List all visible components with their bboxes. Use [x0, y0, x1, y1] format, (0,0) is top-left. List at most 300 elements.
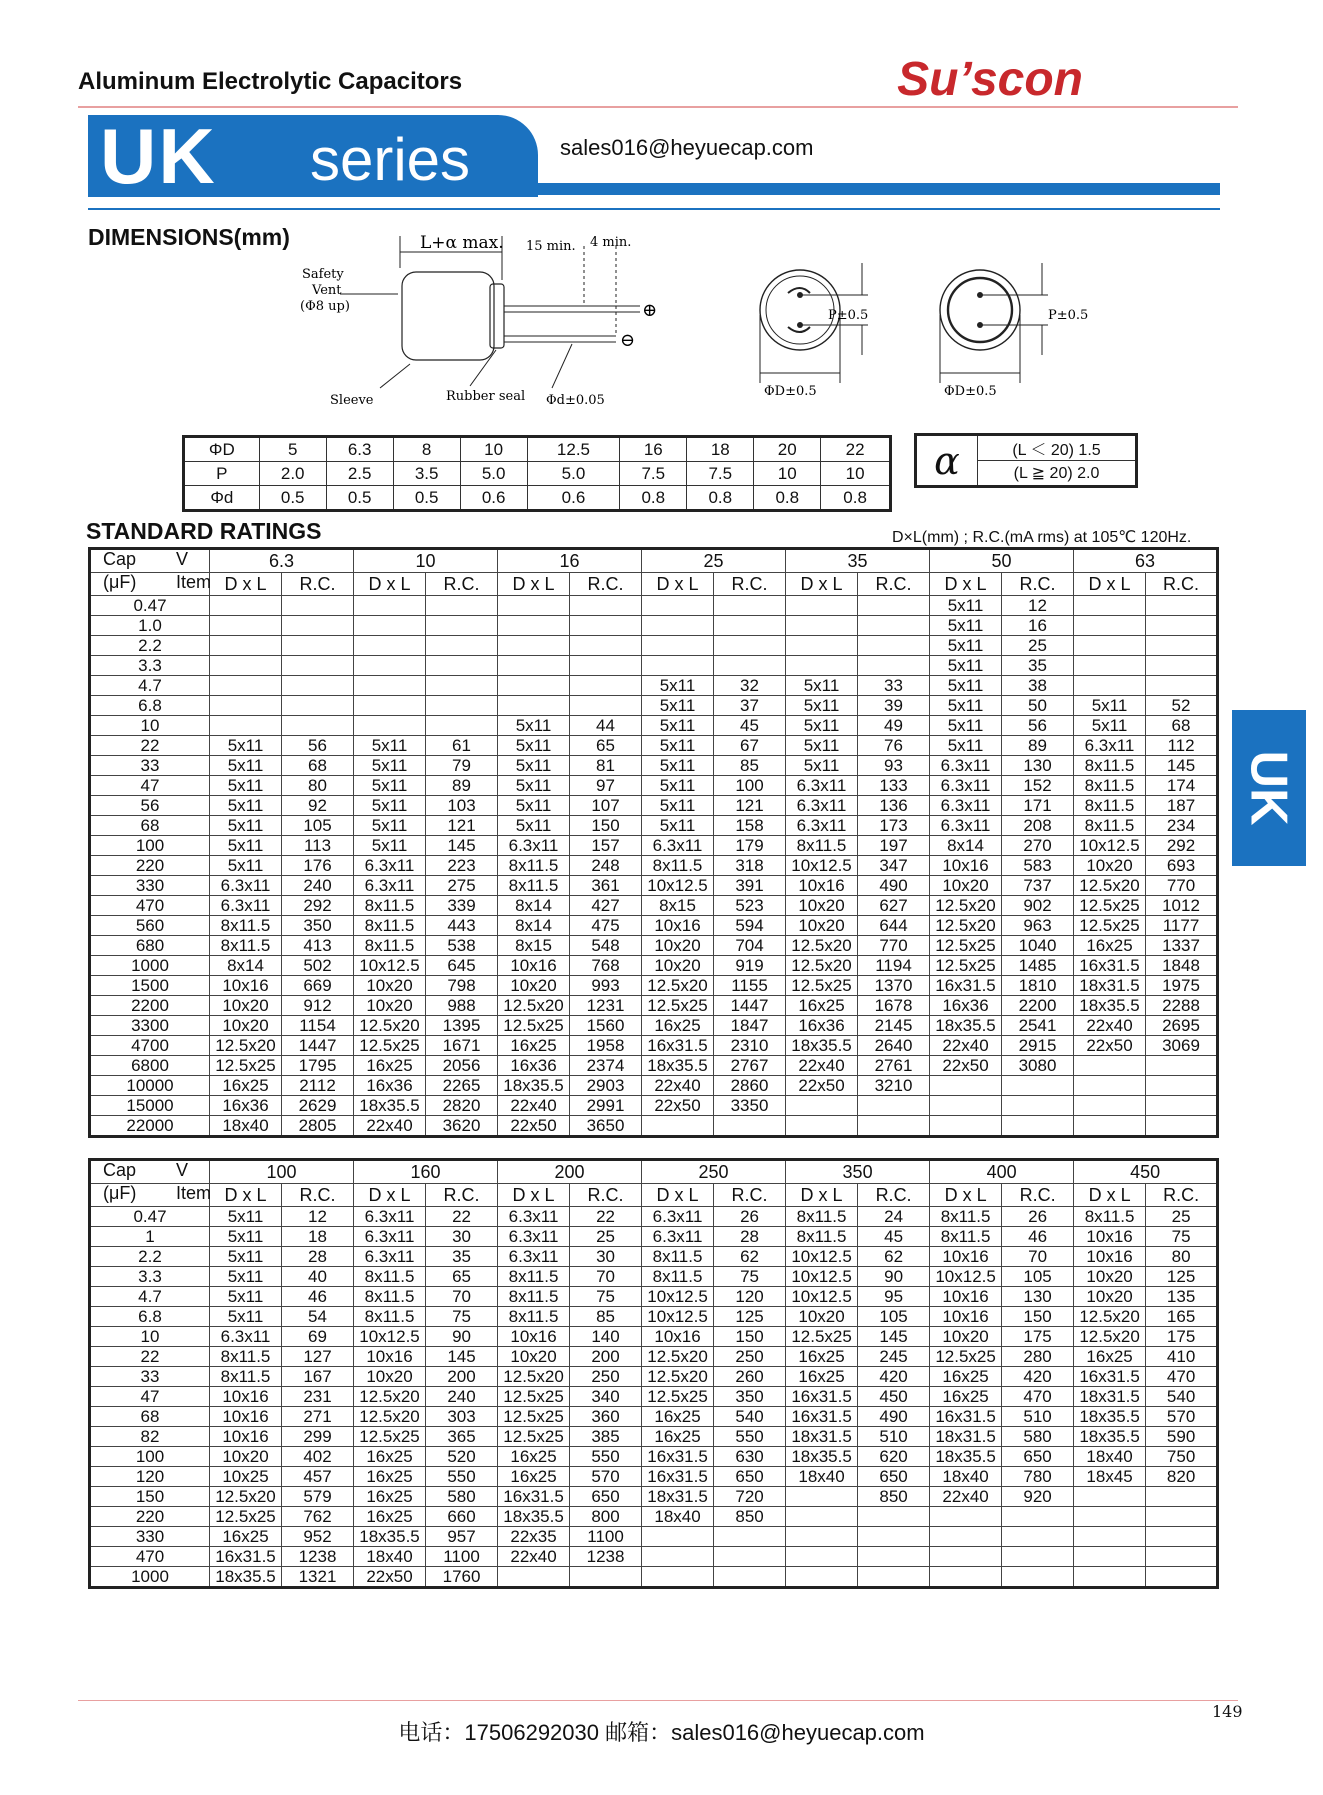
- size-cell: [498, 656, 570, 676]
- ripple-current-cell: 121: [426, 816, 498, 836]
- dimension-cell: 8: [393, 437, 460, 462]
- rc-header: R.C.: [426, 573, 498, 596]
- voltage-header: 400: [930, 1160, 1074, 1184]
- ratings-table-low-voltage: [88, 547, 1219, 1138]
- capacitance-cell: 22: [90, 1347, 210, 1367]
- rubber-seal-label: Rubber seal: [446, 389, 526, 404]
- size-cell: 16x31.5: [210, 1547, 282, 1567]
- table-row: [90, 1056, 1218, 1076]
- size-cell: 16x25: [1074, 1347, 1146, 1367]
- capacitance-cell: 3.3: [90, 1267, 210, 1287]
- min15-label: 15 min.: [526, 239, 576, 254]
- ratings-table-high-voltage: [88, 1158, 1219, 1589]
- ripple-current-cell: 32: [714, 676, 786, 696]
- item-label: Item: [176, 1183, 212, 1203]
- ripple-current-cell: 650: [1002, 1447, 1074, 1467]
- ripple-current-cell: 1447: [714, 996, 786, 1016]
- ripple-current-cell: 768: [570, 956, 642, 976]
- size-cell: [354, 656, 426, 676]
- ripple-current-cell: 70: [570, 1267, 642, 1287]
- size-cell: 8x11.5: [786, 1207, 858, 1227]
- ripple-current-cell: [858, 1507, 930, 1527]
- safety-vent-label-1: Safety: [302, 267, 344, 282]
- size-cell: 5x11: [210, 1227, 282, 1247]
- cap-label: Cap: [103, 1160, 137, 1180]
- voltage-header: 6.3: [210, 549, 354, 573]
- ripple-current-cell: 1337: [1146, 936, 1218, 956]
- dimension-cell: 0.8: [754, 486, 821, 511]
- size-cell: 5x11: [498, 736, 570, 756]
- ripple-current-cell: 35: [426, 1247, 498, 1267]
- ripple-current-cell: 25: [1146, 1207, 1218, 1227]
- size-cell: 5x11: [210, 836, 282, 856]
- size-cell: 6.3x11: [930, 776, 1002, 796]
- dxl-header: D x L: [930, 573, 1002, 596]
- minus-terminal-icon: ⊖: [620, 330, 636, 351]
- ripple-current-cell: 80: [282, 776, 354, 796]
- size-cell: 10x16: [930, 1307, 1002, 1327]
- ripple-current-cell: 165: [1146, 1307, 1218, 1327]
- size-cell: 10x16: [210, 1387, 282, 1407]
- size-cell: 18x45: [1074, 1467, 1146, 1487]
- size-cell: [642, 1567, 714, 1588]
- ripple-current-cell: 902: [1002, 896, 1074, 916]
- pitch-label-1: P±0.5: [828, 308, 869, 323]
- size-cell: 22x40: [930, 1036, 1002, 1056]
- ripple-current-cell: 457: [282, 1467, 354, 1487]
- cap-voltage-header: [90, 549, 210, 573]
- ripple-current-cell: 30: [426, 1227, 498, 1247]
- size-cell: 5x11: [930, 716, 1002, 736]
- size-cell: [786, 1116, 858, 1137]
- size-cell: 5x11: [786, 756, 858, 776]
- voltage-header: 10: [354, 549, 498, 573]
- ripple-current-cell: 1848: [1146, 956, 1218, 976]
- ripple-current-cell: 350: [282, 916, 354, 936]
- ripple-current-cell: 1040: [1002, 936, 1074, 956]
- ripple-current-cell: [1146, 1116, 1218, 1137]
- ripple-current-cell: [426, 696, 498, 716]
- ripple-current-cell: [282, 676, 354, 696]
- table-row: [90, 896, 1218, 916]
- dxl-header: D x L: [786, 1184, 858, 1207]
- size-cell: 10x12.5: [786, 1247, 858, 1267]
- size-cell: 12.5x20: [786, 956, 858, 976]
- capacitance-cell: 0.47: [90, 1207, 210, 1227]
- size-cell: [930, 1547, 1002, 1567]
- ripple-current-cell: 1100: [426, 1547, 498, 1567]
- ripple-current-cell: 470: [1146, 1367, 1218, 1387]
- unit-item-header: [90, 1184, 210, 1207]
- rc-header: R.C.: [282, 573, 354, 596]
- page-number: 149: [1212, 1702, 1243, 1721]
- dimension-cell: 0.8: [620, 486, 687, 511]
- size-cell: 5x11: [210, 796, 282, 816]
- table-row: [90, 1116, 1218, 1137]
- ripple-current-cell: 920: [1002, 1487, 1074, 1507]
- size-cell: 16x31.5: [642, 1447, 714, 1467]
- ripple-current-cell: 90: [426, 1327, 498, 1347]
- table-row: [90, 636, 1218, 656]
- size-cell: [1074, 1547, 1146, 1567]
- size-cell: 5x11: [210, 1267, 282, 1287]
- ripple-current-cell: [1146, 1096, 1218, 1116]
- capacitance-cell: 2200: [90, 996, 210, 1016]
- ripple-current-cell: 1100: [570, 1527, 642, 1547]
- size-cell: 8x11.5: [498, 1287, 570, 1307]
- ripple-current-cell: 158: [714, 816, 786, 836]
- size-cell: 10x12.5: [786, 1267, 858, 1287]
- ripple-current-cell: 1238: [282, 1547, 354, 1567]
- ripple-current-cell: 303: [426, 1407, 498, 1427]
- size-cell: 18x40: [210, 1116, 282, 1137]
- size-cell: 8x11.5: [354, 896, 426, 916]
- ripple-current-cell: 583: [1002, 856, 1074, 876]
- ripple-current-cell: 93: [858, 756, 930, 776]
- size-cell: 8x15: [642, 896, 714, 916]
- ripple-current-cell: 1485: [1002, 956, 1074, 976]
- table-row: [90, 1287, 1218, 1307]
- ripple-current-cell: 24: [858, 1207, 930, 1227]
- voltage-header: 63: [1074, 549, 1218, 573]
- capacitance-cell: 220: [90, 856, 210, 876]
- ripple-current-cell: [426, 676, 498, 696]
- ripple-current-cell: 1958: [570, 1036, 642, 1056]
- size-cell: 8x11.5: [786, 836, 858, 856]
- dxl-header: D x L: [354, 573, 426, 596]
- size-cell: 10x20: [930, 1327, 1002, 1347]
- size-cell: 16x36: [498, 1056, 570, 1076]
- size-cell: 12.5x20: [1074, 876, 1146, 896]
- size-cell: 5x11: [210, 756, 282, 776]
- ripple-current-cell: 85: [714, 756, 786, 776]
- size-cell: 8x14: [930, 836, 1002, 856]
- dimension-cell: 2.5: [326, 462, 393, 486]
- table-row: [90, 916, 1218, 936]
- size-cell: 10x16: [1074, 1247, 1146, 1267]
- size-cell: 10x12.5: [354, 956, 426, 976]
- ripple-current-cell: 150: [1002, 1307, 1074, 1327]
- size-cell: 10x20: [210, 996, 282, 1016]
- ripple-current-cell: [426, 636, 498, 656]
- ripple-current-cell: 68: [1146, 716, 1218, 736]
- ripple-current-cell: 179: [714, 836, 786, 856]
- size-cell: 12.5x25: [786, 976, 858, 996]
- v-label: V: [176, 549, 189, 569]
- size-cell: 12.5x20: [930, 916, 1002, 936]
- item-label: Item: [176, 572, 212, 592]
- ripple-current-cell: 46: [1002, 1227, 1074, 1247]
- ripple-current-cell: 2374: [570, 1056, 642, 1076]
- ripple-current-cell: 365: [426, 1427, 498, 1447]
- ripple-current-cell: 175: [1146, 1327, 1218, 1347]
- ripple-current-cell: [570, 596, 642, 616]
- ripple-current-cell: 762: [282, 1507, 354, 1527]
- capacitance-cell: 4.7: [90, 1287, 210, 1307]
- size-cell: 18x40: [786, 1467, 858, 1487]
- ripple-current-cell: 630: [714, 1447, 786, 1467]
- capacitance-cell: 6800: [90, 1056, 210, 1076]
- rc-header: R.C.: [1146, 1184, 1218, 1207]
- ripple-current-cell: 402: [282, 1447, 354, 1467]
- capacitance-cell: 470: [90, 896, 210, 916]
- ripple-current-cell: 70: [426, 1287, 498, 1307]
- size-cell: 12.5x20: [642, 1347, 714, 1367]
- ripple-current-cell: 127: [282, 1347, 354, 1367]
- size-cell: 16x25: [930, 1387, 1002, 1407]
- size-cell: 18x35.5: [498, 1507, 570, 1527]
- size-cell: 18x40: [354, 1547, 426, 1567]
- table-row: [90, 1427, 1218, 1447]
- size-cell: 10x20: [498, 976, 570, 996]
- table-row: [90, 1547, 1218, 1567]
- size-cell: 5x11: [498, 776, 570, 796]
- dimension-cell: 5.0: [460, 462, 527, 486]
- ripple-current-cell: 56: [1002, 716, 1074, 736]
- size-cell: 5x11: [930, 656, 1002, 676]
- ripple-current-cell: [570, 616, 642, 636]
- ripple-current-cell: 65: [570, 736, 642, 756]
- table-row: [90, 736, 1218, 756]
- size-cell: 8x11.5: [498, 1307, 570, 1327]
- ripple-current-cell: [858, 1096, 930, 1116]
- ripple-current-cell: 2903: [570, 1076, 642, 1096]
- size-cell: 8x14: [498, 896, 570, 916]
- size-cell: 18x35.5: [1074, 996, 1146, 1016]
- ripple-current-cell: 240: [282, 876, 354, 896]
- series-word: series: [310, 126, 471, 193]
- ripple-current-cell: 2145: [858, 1016, 930, 1036]
- size-cell: [1074, 596, 1146, 616]
- dimension-cell: 10: [821, 462, 891, 486]
- size-cell: 6.3x11: [210, 896, 282, 916]
- size-cell: 8x11.5: [354, 1307, 426, 1327]
- ripple-current-cell: 693: [1146, 856, 1218, 876]
- size-cell: [354, 676, 426, 696]
- size-cell: 16x25: [786, 1367, 858, 1387]
- size-cell: 5x11: [930, 676, 1002, 696]
- table-row: [90, 776, 1218, 796]
- ripple-current-cell: 3069: [1146, 1036, 1218, 1056]
- rc-header: R.C.: [570, 573, 642, 596]
- size-cell: 5x11: [930, 736, 1002, 756]
- size-cell: 8x11.5: [1074, 1207, 1146, 1227]
- size-cell: 8x11.5: [786, 1227, 858, 1247]
- size-cell: 10x20: [1074, 856, 1146, 876]
- ripple-current-cell: 105: [858, 1307, 930, 1327]
- rc-header: R.C.: [858, 1184, 930, 1207]
- voltage-header: 250: [642, 1160, 786, 1184]
- size-cell: 8x11.5: [930, 1207, 1002, 1227]
- ripple-current-cell: 173: [858, 816, 930, 836]
- table-row: [90, 976, 1218, 996]
- size-cell: 16x25: [354, 1056, 426, 1076]
- dimension-cell: 7.5: [687, 462, 754, 486]
- size-cell: 18x35.5: [786, 1447, 858, 1467]
- size-cell: 12.5x20: [642, 1367, 714, 1387]
- size-cell: 12.5x20: [210, 1036, 282, 1056]
- ripple-current-cell: 1795: [282, 1056, 354, 1076]
- ripple-current-cell: 25: [1002, 636, 1074, 656]
- ripple-current-cell: 85: [570, 1307, 642, 1327]
- ripple-current-cell: 125: [714, 1307, 786, 1327]
- capacitance-cell: 68: [90, 1407, 210, 1427]
- ripple-current-cell: 650: [570, 1487, 642, 1507]
- size-cell: 16x25: [642, 1016, 714, 1036]
- rc-header: R.C.: [426, 1184, 498, 1207]
- size-cell: 8x11.5: [498, 876, 570, 896]
- ripple-current-cell: 1395: [426, 1016, 498, 1036]
- side-tab-label: UK: [1240, 750, 1299, 826]
- series-code: UK: [100, 112, 217, 200]
- ripple-current-cell: 80: [1146, 1247, 1218, 1267]
- unit-label: (μF): [103, 572, 137, 592]
- size-cell: 18x35.5: [930, 1016, 1002, 1036]
- size-cell: 5x11: [642, 716, 714, 736]
- size-cell: 16x25: [930, 1367, 1002, 1387]
- size-cell: 22x50: [786, 1076, 858, 1096]
- size-cell: 10x12.5: [1074, 836, 1146, 856]
- ripple-current-cell: 550: [426, 1467, 498, 1487]
- ripple-current-cell: 339: [426, 896, 498, 916]
- ripple-current-cell: 952: [282, 1527, 354, 1547]
- ripple-current-cell: 150: [570, 816, 642, 836]
- capacitance-cell: 47: [90, 776, 210, 796]
- size-cell: 5x11: [642, 736, 714, 756]
- size-cell: 8x11.5: [354, 1267, 426, 1287]
- ripple-current-cell: 2820: [426, 1096, 498, 1116]
- ripple-current-cell: 103: [426, 796, 498, 816]
- table-row: [90, 1096, 1218, 1116]
- size-cell: [1074, 1487, 1146, 1507]
- table-row: [90, 1447, 1218, 1467]
- capacitance-cell: 1000: [90, 1567, 210, 1588]
- size-cell: [786, 1487, 858, 1507]
- ripple-current-cell: [282, 716, 354, 736]
- ripple-current-cell: 2541: [1002, 1016, 1074, 1036]
- ripple-current-cell: 28: [282, 1247, 354, 1267]
- ripple-current-cell: 538: [426, 936, 498, 956]
- ripple-current-cell: 90: [858, 1267, 930, 1287]
- ripple-current-cell: 750: [1146, 1447, 1218, 1467]
- capacitance-cell: 680: [90, 936, 210, 956]
- size-cell: 16x25: [210, 1527, 282, 1547]
- cap-label: Cap: [103, 549, 137, 569]
- size-cell: 5x11: [210, 1207, 282, 1227]
- voltage-header: 50: [930, 549, 1074, 573]
- size-cell: 10x12.5: [642, 876, 714, 896]
- safety-vent-label-3: (Φ8 up): [300, 299, 350, 314]
- table-row: [90, 596, 1218, 616]
- ripple-current-cell: [858, 616, 930, 636]
- banner-underline: [88, 208, 1220, 210]
- header-row-item: [90, 573, 1218, 596]
- capacitance-cell: 220: [90, 1507, 210, 1527]
- ripple-current-cell: 22: [426, 1207, 498, 1227]
- size-cell: 10x12.5: [642, 1307, 714, 1327]
- ripple-current-cell: 340: [570, 1387, 642, 1407]
- ripple-current-cell: 292: [282, 896, 354, 916]
- size-cell: 10x16: [210, 1407, 282, 1427]
- alpha-symbol: α: [916, 435, 978, 487]
- size-cell: [930, 1567, 1002, 1588]
- ripple-current-cell: 95: [858, 1287, 930, 1307]
- size-cell: 16x36: [354, 1076, 426, 1096]
- size-cell: 6.3x11: [642, 836, 714, 856]
- size-cell: [786, 616, 858, 636]
- dimension-cell: 10: [460, 437, 527, 462]
- ripple-current-cell: 75: [570, 1287, 642, 1307]
- size-cell: 6.3x11: [498, 1207, 570, 1227]
- capacitance-cell: 1000: [90, 956, 210, 976]
- table-row: [90, 1367, 1218, 1387]
- size-cell: [498, 636, 570, 656]
- ripple-current-cell: 76: [858, 736, 930, 756]
- ripple-current-cell: 2991: [570, 1096, 642, 1116]
- ripple-current-cell: 645: [426, 956, 498, 976]
- ripple-current-cell: 37: [714, 696, 786, 716]
- size-cell: 12.5x25: [354, 1036, 426, 1056]
- size-cell: 6.3x11: [210, 1327, 282, 1347]
- ripple-current-cell: 223: [426, 856, 498, 876]
- size-cell: 22x50: [354, 1567, 426, 1588]
- capacitance-cell: 4700: [90, 1036, 210, 1056]
- ripple-current-cell: 957: [426, 1527, 498, 1547]
- size-cell: 8x11.5: [354, 916, 426, 936]
- ripple-current-cell: 52: [1146, 696, 1218, 716]
- size-cell: 6.3x11: [786, 776, 858, 796]
- sleeve-label: Sleeve: [330, 393, 374, 408]
- ripple-current-cell: [714, 616, 786, 636]
- size-cell: 8x11.5: [1074, 796, 1146, 816]
- ripple-current-cell: 427: [570, 896, 642, 916]
- ripple-current-cell: 62: [714, 1247, 786, 1267]
- ripple-current-cell: 737: [1002, 876, 1074, 896]
- size-cell: 22x40: [498, 1096, 570, 1116]
- table-row: [90, 716, 1218, 736]
- size-cell: 6.3x11: [786, 796, 858, 816]
- ripple-current-cell: 250: [714, 1347, 786, 1367]
- ripple-current-cell: 145: [1146, 756, 1218, 776]
- size-cell: [786, 636, 858, 656]
- ripple-current-cell: [714, 596, 786, 616]
- size-cell: 10x20: [642, 956, 714, 976]
- ripple-current-cell: 470: [1002, 1387, 1074, 1407]
- ripple-current-cell: 28: [714, 1227, 786, 1247]
- size-cell: 6.3x11: [642, 1227, 714, 1247]
- size-cell: [786, 1567, 858, 1588]
- unit-item-header: [90, 573, 210, 596]
- ripple-current-cell: 594: [714, 916, 786, 936]
- size-cell: 10x12.5: [642, 1287, 714, 1307]
- size-cell: 16x25: [498, 1447, 570, 1467]
- ripple-current-cell: 318: [714, 856, 786, 876]
- size-cell: [1074, 656, 1146, 676]
- size-cell: 5x11: [786, 696, 858, 716]
- ripple-current-cell: 112: [1146, 736, 1218, 756]
- header-email[interactable]: sales016@heyuecap.com: [560, 135, 814, 160]
- ripple-current-cell: 121: [714, 796, 786, 816]
- ripple-current-cell: 120: [714, 1287, 786, 1307]
- size-cell: [786, 596, 858, 616]
- ripple-current-cell: 46: [282, 1287, 354, 1307]
- size-cell: [210, 676, 282, 696]
- size-cell: 18x31.5: [642, 1487, 714, 1507]
- ripple-current-cell: 26: [1002, 1207, 1074, 1227]
- ripple-current-cell: [1002, 1547, 1074, 1567]
- size-cell: 16x25: [642, 1427, 714, 1447]
- ripple-current-cell: 1975: [1146, 976, 1218, 996]
